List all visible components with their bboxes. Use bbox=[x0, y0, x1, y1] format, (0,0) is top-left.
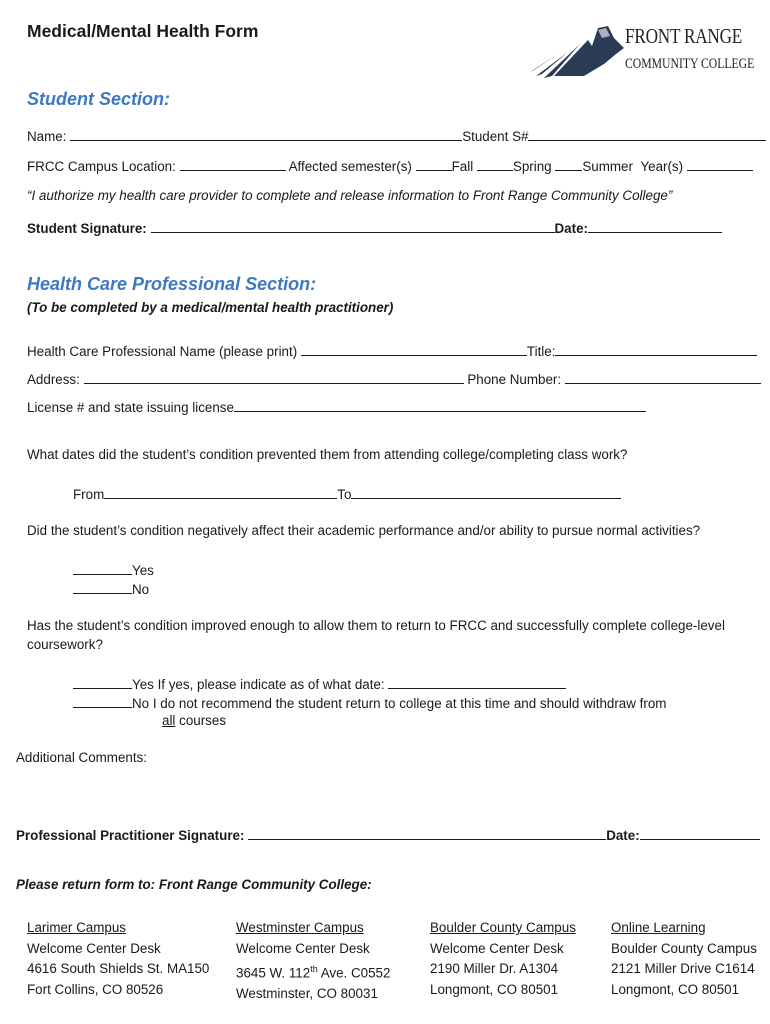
return-no-field[interactable] bbox=[73, 694, 132, 708]
name-field[interactable] bbox=[70, 127, 462, 141]
impact-yes-label: Yes bbox=[132, 563, 154, 578]
impact-yes-row bbox=[73, 561, 154, 578]
student-signature-label: Student Signature: bbox=[27, 221, 147, 236]
from-label: From bbox=[73, 487, 105, 502]
to-label: To bbox=[337, 487, 352, 502]
logo-line-2: COMMUNITY COLLEGE bbox=[625, 56, 755, 72]
summer-field[interactable] bbox=[555, 157, 582, 171]
fall-label: Fall bbox=[451, 159, 474, 174]
name-label: Name: bbox=[27, 129, 67, 144]
student-date-label: Date: bbox=[554, 221, 588, 236]
student-section-heading: Student Section: bbox=[27, 89, 170, 109]
return-date-field[interactable] bbox=[388, 675, 566, 689]
return-no-row bbox=[73, 694, 666, 711]
return-no-courses: courses bbox=[175, 713, 227, 728]
return-yes-row bbox=[73, 675, 566, 692]
comments-label: Additional Comments: bbox=[16, 750, 147, 765]
impact-no-field[interactable] bbox=[73, 580, 132, 594]
college-logo bbox=[528, 24, 755, 80]
dates-row bbox=[73, 485, 621, 502]
address-row bbox=[27, 370, 761, 387]
spring-label: Spring bbox=[512, 159, 552, 174]
semester-label: Affected semester(s) bbox=[288, 159, 412, 174]
page-title: Medical/Mental Health Form bbox=[27, 21, 259, 41]
campus-line-3: Longmont, CO 80501 bbox=[430, 981, 559, 997]
campus-line-2: 2121 Miller Drive C1614 bbox=[611, 961, 755, 976]
student-signature-row bbox=[27, 219, 722, 236]
campus-field[interactable] bbox=[180, 157, 286, 171]
professional-title-label: Title: bbox=[526, 344, 556, 359]
campus-line-3: Westminster, CO 80031 bbox=[236, 985, 378, 1001]
return-yes-label: Yes If yes, please indicate as of what date: bbox=[132, 677, 385, 692]
professional-name-field[interactable] bbox=[301, 342, 527, 356]
years-field[interactable] bbox=[687, 157, 753, 171]
professional-name-label: Health Care Professional Name (please print) bbox=[27, 344, 298, 359]
phone-label: Phone Number: bbox=[467, 372, 562, 387]
to-date-field[interactable] bbox=[351, 485, 621, 499]
spring-field[interactable] bbox=[477, 157, 513, 171]
license-row bbox=[27, 398, 646, 415]
professional-signature-row bbox=[16, 826, 760, 843]
campus-name: Larimer Campus bbox=[27, 920, 126, 935]
authorization-statement: “I authorize my health care provider to complete and release information to Front Range Community College” bbox=[27, 188, 673, 203]
name-row bbox=[27, 127, 766, 144]
return-no-all: all bbox=[162, 713, 176, 728]
professional-title-field[interactable] bbox=[555, 342, 757, 356]
professional-name-row bbox=[27, 342, 757, 359]
campus-westminster bbox=[236, 918, 390, 1004]
professional-section-subheading: (To be completed by a medical/mental health practitioner) bbox=[27, 300, 394, 315]
professional-signature-field[interactable] bbox=[248, 826, 606, 840]
campus-name: Boulder County Campus bbox=[430, 920, 576, 935]
campus-line-2: 3645 W. 112th Ave. C0552 bbox=[236, 964, 391, 981]
campus-row bbox=[27, 157, 753, 174]
professional-date-field[interactable] bbox=[640, 826, 760, 840]
phone-field[interactable] bbox=[565, 370, 761, 384]
logo-line-1: FRONT RANGE bbox=[625, 24, 743, 48]
question-return-line-1: Has the student’s condition improved enough to allow them to return to FRCC and successfully complete college-level bbox=[27, 618, 725, 633]
license-field[interactable] bbox=[234, 398, 646, 412]
campus-line-1: Welcome Center Desk bbox=[27, 940, 161, 956]
return-no-label: No I do not recommend the student return to college at this time and should withdraw from bbox=[132, 696, 667, 711]
license-label: License # and state issuing license bbox=[27, 400, 234, 415]
student-signature-field[interactable] bbox=[151, 219, 555, 233]
campus-line-3: Longmont, CO 80501 bbox=[611, 981, 740, 997]
campus-name: Online Learning bbox=[611, 920, 706, 935]
campus-label: FRCC Campus Location: bbox=[27, 159, 176, 174]
address-label: Address: bbox=[27, 372, 80, 387]
years-label: Year(s) bbox=[640, 159, 684, 174]
student-no-label: Student S# bbox=[462, 129, 529, 144]
fall-field[interactable] bbox=[416, 157, 452, 171]
campus-line-2: 2190 Miller Dr. A1304 bbox=[430, 961, 559, 976]
address-field[interactable] bbox=[84, 370, 464, 384]
campus-online-learning bbox=[611, 918, 757, 1000]
campus-line-1: Welcome Center Desk bbox=[236, 940, 370, 956]
question-academic-impact: Did the student’s condition negatively affect their academic performance and/or ability to pursue normal activities? bbox=[27, 523, 701, 538]
return-instructions: Please return form to: Front Range Community College: bbox=[16, 877, 372, 892]
summer-label: Summer bbox=[582, 159, 633, 174]
question-return-line-2: coursework? bbox=[27, 637, 103, 652]
campus-line-3: Fort Collins, CO 80526 bbox=[27, 981, 164, 997]
impact-no-row bbox=[73, 580, 149, 597]
campus-boulder-county bbox=[430, 918, 576, 1000]
question-dates: What dates did the student’s condition prevented them from attending college/completing class work? bbox=[27, 447, 628, 462]
campus-larimer bbox=[27, 918, 209, 1000]
student-date-field[interactable] bbox=[588, 219, 722, 233]
campus-line-1: Boulder County Campus bbox=[611, 940, 757, 956]
professional-signature-label: Professional Practitioner Signature: bbox=[16, 828, 245, 843]
campus-line-1: Welcome Center Desk bbox=[430, 940, 564, 956]
campus-line-2: 4616 South Shields St. MA150 bbox=[27, 961, 210, 976]
professional-section-heading: Health Care Professional Section: bbox=[27, 274, 317, 294]
student-no-field[interactable] bbox=[528, 127, 766, 141]
impact-yes-field[interactable] bbox=[73, 561, 132, 575]
professional-date-label: Date: bbox=[606, 828, 640, 843]
campus-name: Westminster Campus bbox=[236, 920, 364, 935]
return-yes-field[interactable] bbox=[73, 675, 132, 689]
from-date-field[interactable] bbox=[104, 485, 337, 499]
return-no-continuation bbox=[162, 713, 226, 728]
mountain-logo-icon bbox=[528, 24, 628, 80]
impact-no-label: No bbox=[132, 582, 150, 597]
